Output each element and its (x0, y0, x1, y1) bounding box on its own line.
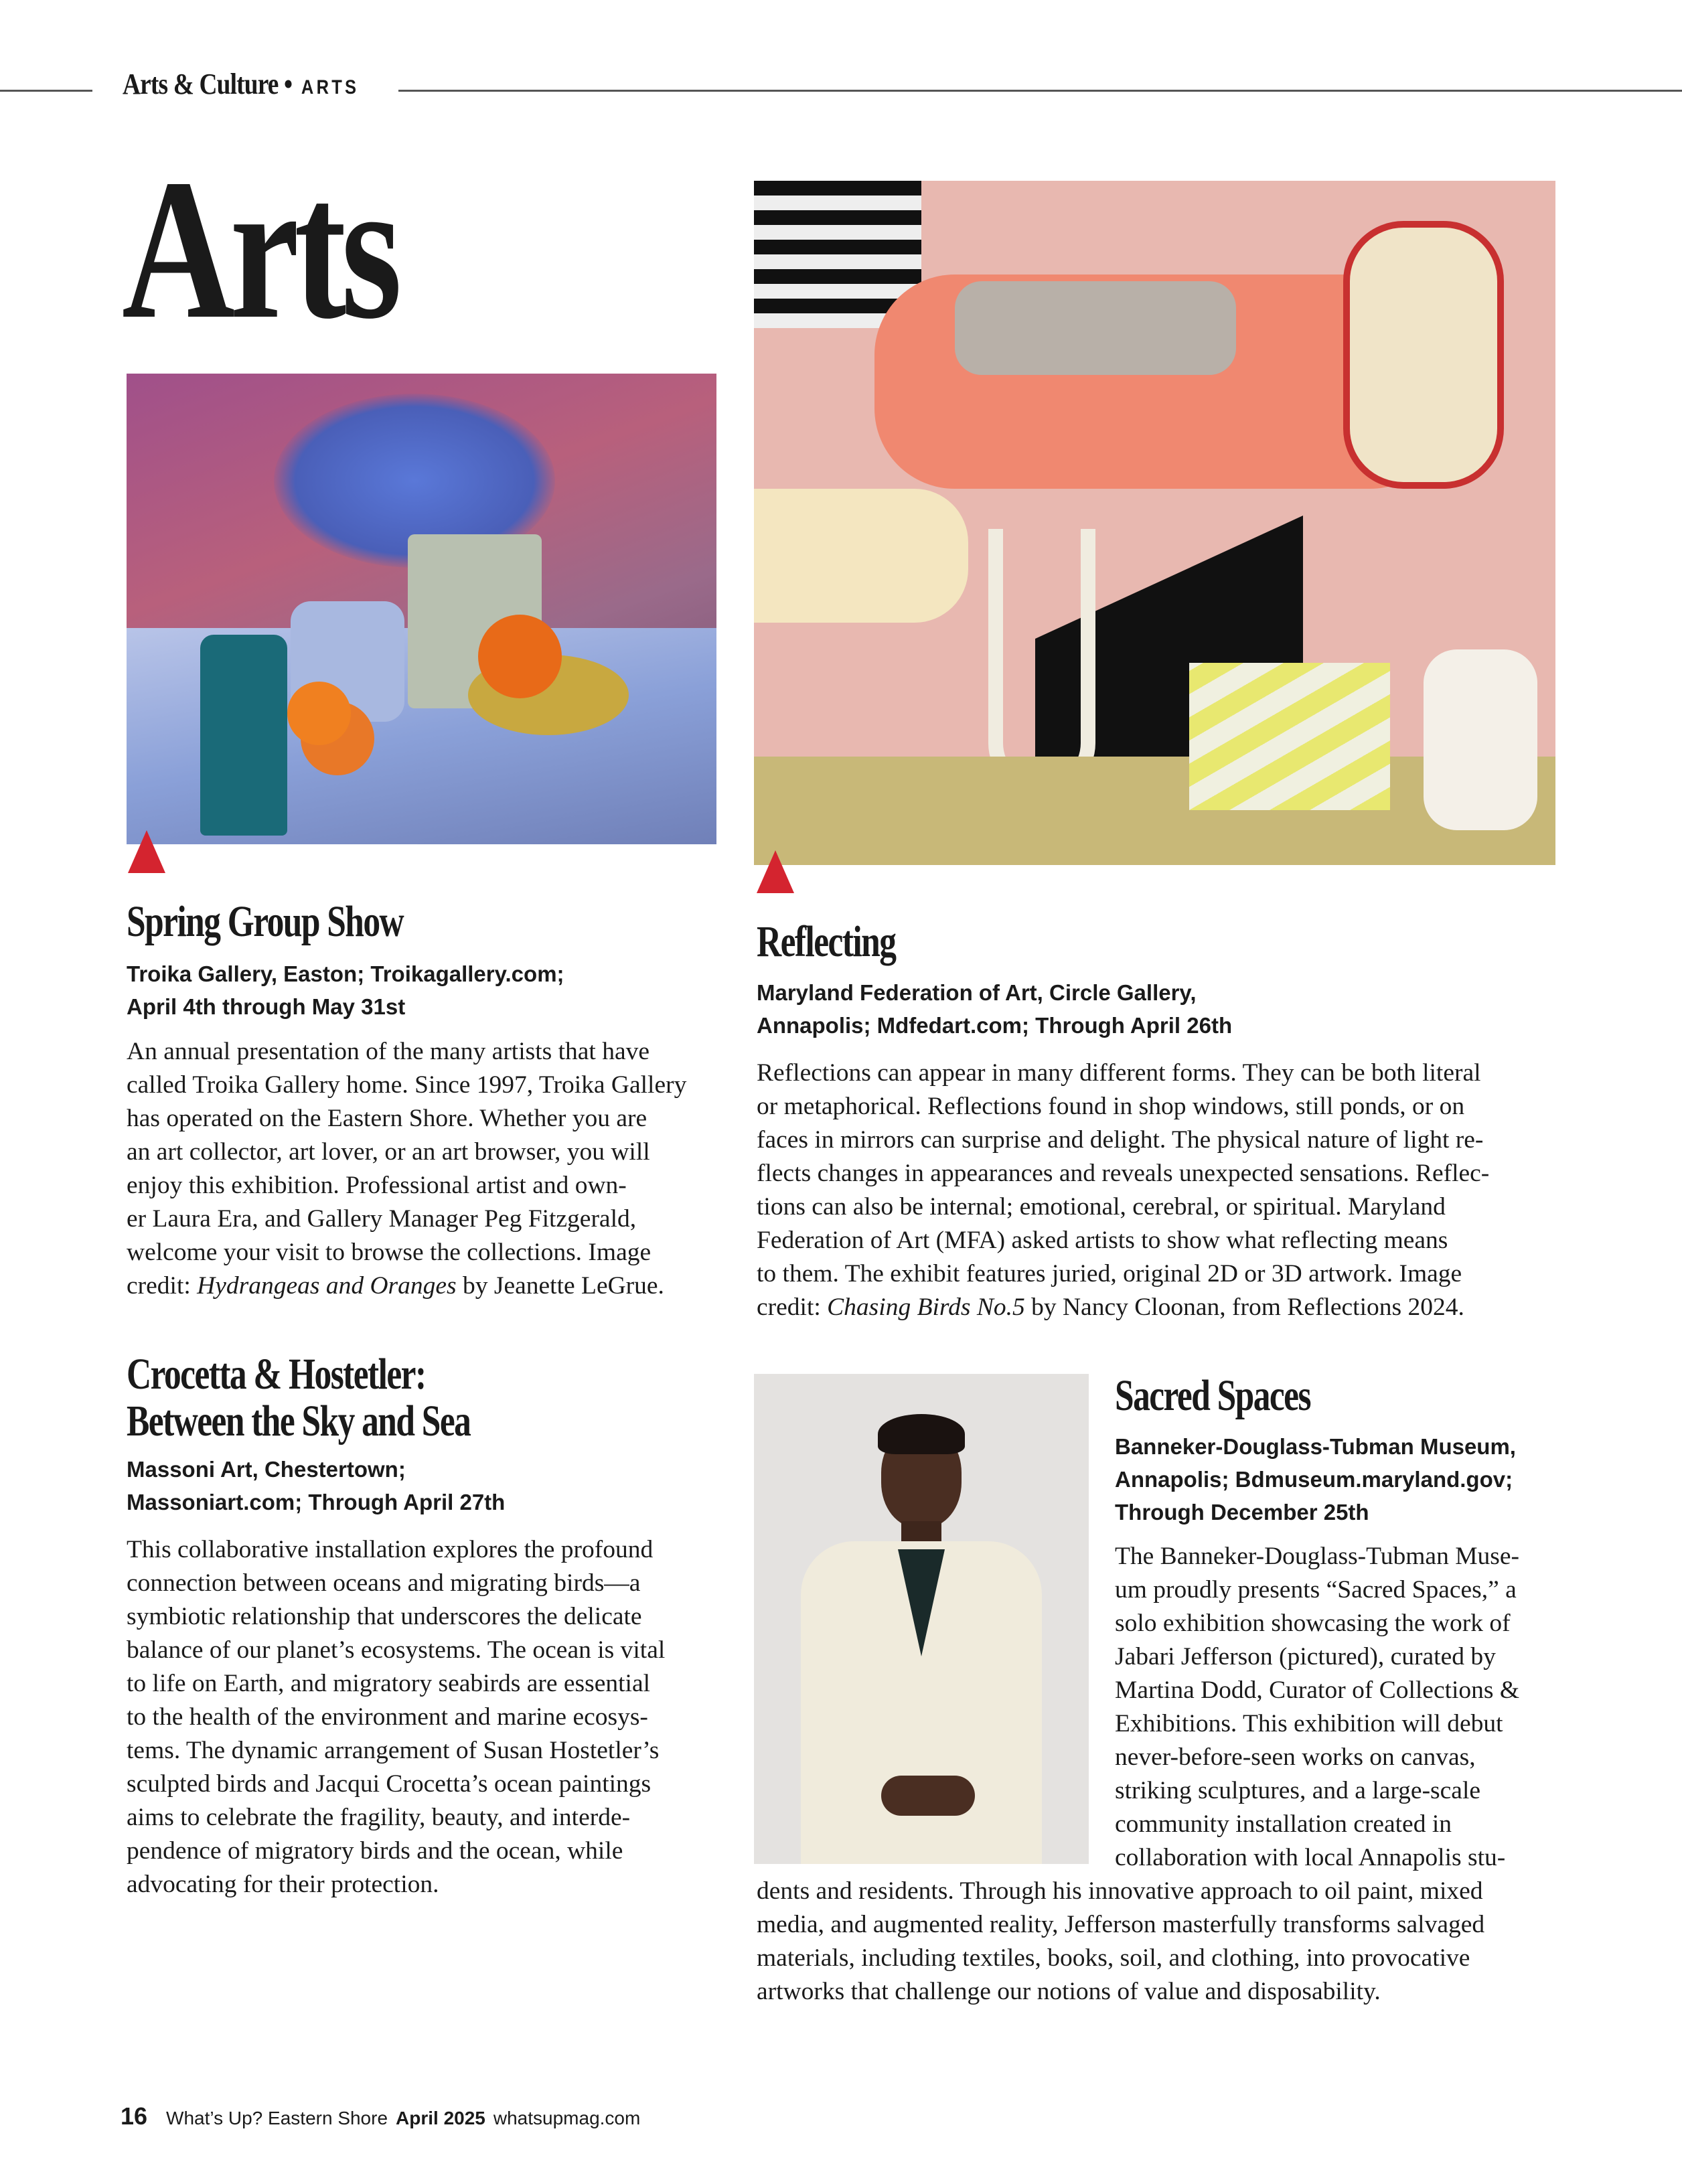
body-line: tems. The dynamic arrangement of Susan Hostetler’s (127, 1737, 660, 1764)
body-line: sculpted birds and Jacqui Crocetta’s ocean paintings (127, 1770, 652, 1798)
info-line: Banneker-Douglass-Tubman Museum, (1115, 1434, 1516, 1459)
info-line: Massoni Art, Chestertown; (127, 1457, 406, 1482)
body-line: dents and residents. Through his innovative approach to oil paint, mixed (757, 1877, 1483, 1905)
body-line: Exhibitions. This exhibition will debut (1115, 1710, 1503, 1737)
body-line: er Laura Era, and Gallery Manager Peg Fitzgerald, (127, 1205, 637, 1233)
sacred-body-continued (757, 1875, 1484, 2009)
credit-label: credit: (757, 1294, 828, 1321)
body-line: materials, including textiles, books, soil, and clothing, into provocative (757, 1944, 1470, 1972)
body-line: solo exhibition showcasing the work of (1115, 1610, 1511, 1637)
crocetta-info (127, 1453, 505, 1518)
image-credit (127, 1269, 686, 1303)
page-footer (121, 2102, 640, 2130)
sacred-heading: Sacred Spaces (1115, 1371, 1310, 1420)
body-line: to life on Earth, and migratory seabirds are essential (127, 1670, 651, 1697)
body-line: an art collector, art lover, or an art browser, you will (127, 1138, 650, 1166)
body-line: The Banneker-Douglass-Tubman Muse- (1115, 1543, 1520, 1570)
crocetta-heading (127, 1351, 470, 1445)
body-line: Federation of Art (MFA) asked artists to show what reflecting means (757, 1227, 1448, 1254)
page-title: Arts (122, 138, 397, 360)
body-line: community installation created in (1115, 1810, 1452, 1838)
artwork-title: Hydrangeas and Oranges (197, 1272, 457, 1300)
spring-show-image (127, 374, 716, 844)
body-line: or metaphorical. Reflections found in shop windows, still ponds, or on (757, 1093, 1465, 1120)
credit-label: credit: (127, 1272, 198, 1300)
body-line: welcome your visit to browse the collections. Image (127, 1239, 652, 1266)
bullet: • (284, 68, 293, 100)
header-rule-left (0, 90, 92, 92)
spring-heading: Spring Group Show (127, 897, 404, 946)
sacred-info (1115, 1430, 1516, 1529)
info-line: Troika Gallery, Easton; Troikagallery.com; (127, 961, 564, 986)
issue-date: April 2025 (396, 2108, 485, 2128)
body-line: artworks that challenge our notions of value and disposability. (757, 1978, 1381, 2005)
reflecting-heading: Reflecting (757, 917, 896, 966)
info-line: Through December 25th (1115, 1500, 1369, 1525)
heading-line: Between the Sky and Sea (127, 1397, 471, 1446)
credit-artist: by Jeanette LeGrue. (456, 1272, 664, 1300)
reflecting-body (757, 1057, 1489, 1324)
body-line: An annual presentation of the many artists that have (127, 1038, 650, 1065)
body-line: enjoy this exhibition. Professional artist and own- (127, 1172, 627, 1199)
section-kicker (123, 67, 359, 101)
body-line: media, and augmented reality, Jefferson masterfully transforms salvaged (757, 1911, 1485, 1938)
crocetta-body (127, 1533, 665, 1901)
info-line: Annapolis; Bdmuseum.maryland.gov; (1115, 1467, 1513, 1492)
artwork-title: Chasing Birds No.5 (827, 1294, 1025, 1321)
heading-line: Crocetta & Hostetler: (127, 1350, 426, 1399)
sacred-body (1115, 1540, 1519, 1875)
body-line: Martina Dodd, Curator of Collections & (1115, 1676, 1520, 1704)
body-line: never-before-seen works on canvas, (1115, 1743, 1476, 1771)
subsection-name: ARTS (301, 76, 360, 98)
red-arrow-icon (757, 850, 794, 893)
body-line: advocating for their protection. (127, 1871, 439, 1898)
reflecting-image (754, 181, 1555, 865)
body-line: aims to celebrate the fragility, beauty, and interde- (127, 1804, 631, 1831)
publication-name: What’s Up? Eastern Shore (166, 2108, 388, 2128)
body-line: This collaborative installation explores the profound (127, 1536, 654, 1563)
body-line: striking sculptures, and a large-scale (1115, 1777, 1481, 1804)
body-line: symbiotic relationship that underscores the delicate (127, 1603, 642, 1630)
body-line: flects changes in appearances and reveals unexpected sensations. Reflec- (757, 1160, 1490, 1187)
page-number: 16 (121, 2102, 148, 2130)
credit-artist: by Nancy Cloonan, from Reflections 2024. (1024, 1294, 1464, 1321)
reflecting-info (757, 976, 1232, 1042)
body-line: balance of our planet’s ecosystems. The ocean is vital (127, 1636, 666, 1664)
body-line: collaboration with local Annapolis stu- (1115, 1844, 1506, 1871)
body-line: tions can also be internal; emotional, cerebral, or spiritual. Maryland (757, 1193, 1446, 1221)
body-line: um proudly presents “Sacred Spaces,” a (1115, 1576, 1517, 1604)
body-line: pendence of migratory birds and the ocean, while (127, 1837, 623, 1865)
body-line: Reflections can appear in many different forms. They can be both literal (757, 1059, 1481, 1087)
spring-info (127, 957, 564, 1023)
website-link[interactable]: whatsupmag.com (493, 2108, 641, 2128)
body-line: connection between oceans and migrating birds—a (127, 1569, 641, 1597)
info-line: Maryland Federation of Art, Circle Gallery, (757, 980, 1197, 1005)
red-arrow-icon (128, 830, 165, 873)
body-line: faces in mirrors can surprise and delight. The physical nature of light re- (757, 1126, 1484, 1154)
body-line: to the health of the environment and marine ecosys- (127, 1703, 648, 1731)
body-line: to them. The exhibit features juried, original 2D or 3D artwork. Image (757, 1260, 1462, 1288)
body-line: Jabari Jefferson (pictured), curated by (1115, 1643, 1496, 1670)
body-line: called Troika Gallery home. Since 1997, Troika Gallery (127, 1071, 687, 1099)
info-line: Annapolis; Mdfedart.com; Through April 26th (757, 1013, 1233, 1038)
section-name: Arts & Culture (123, 68, 279, 100)
body-line: has operated on the Eastern Shore. Whether you are (127, 1105, 647, 1132)
header-rule-right (398, 90, 1682, 92)
jabari-jefferson-photo (754, 1374, 1089, 1864)
image-credit (757, 1291, 1489, 1324)
spring-body (127, 1035, 686, 1303)
info-line: April 4th through May 31st (127, 994, 406, 1019)
info-line: Massoniart.com; Through April 27th (127, 1490, 506, 1514)
